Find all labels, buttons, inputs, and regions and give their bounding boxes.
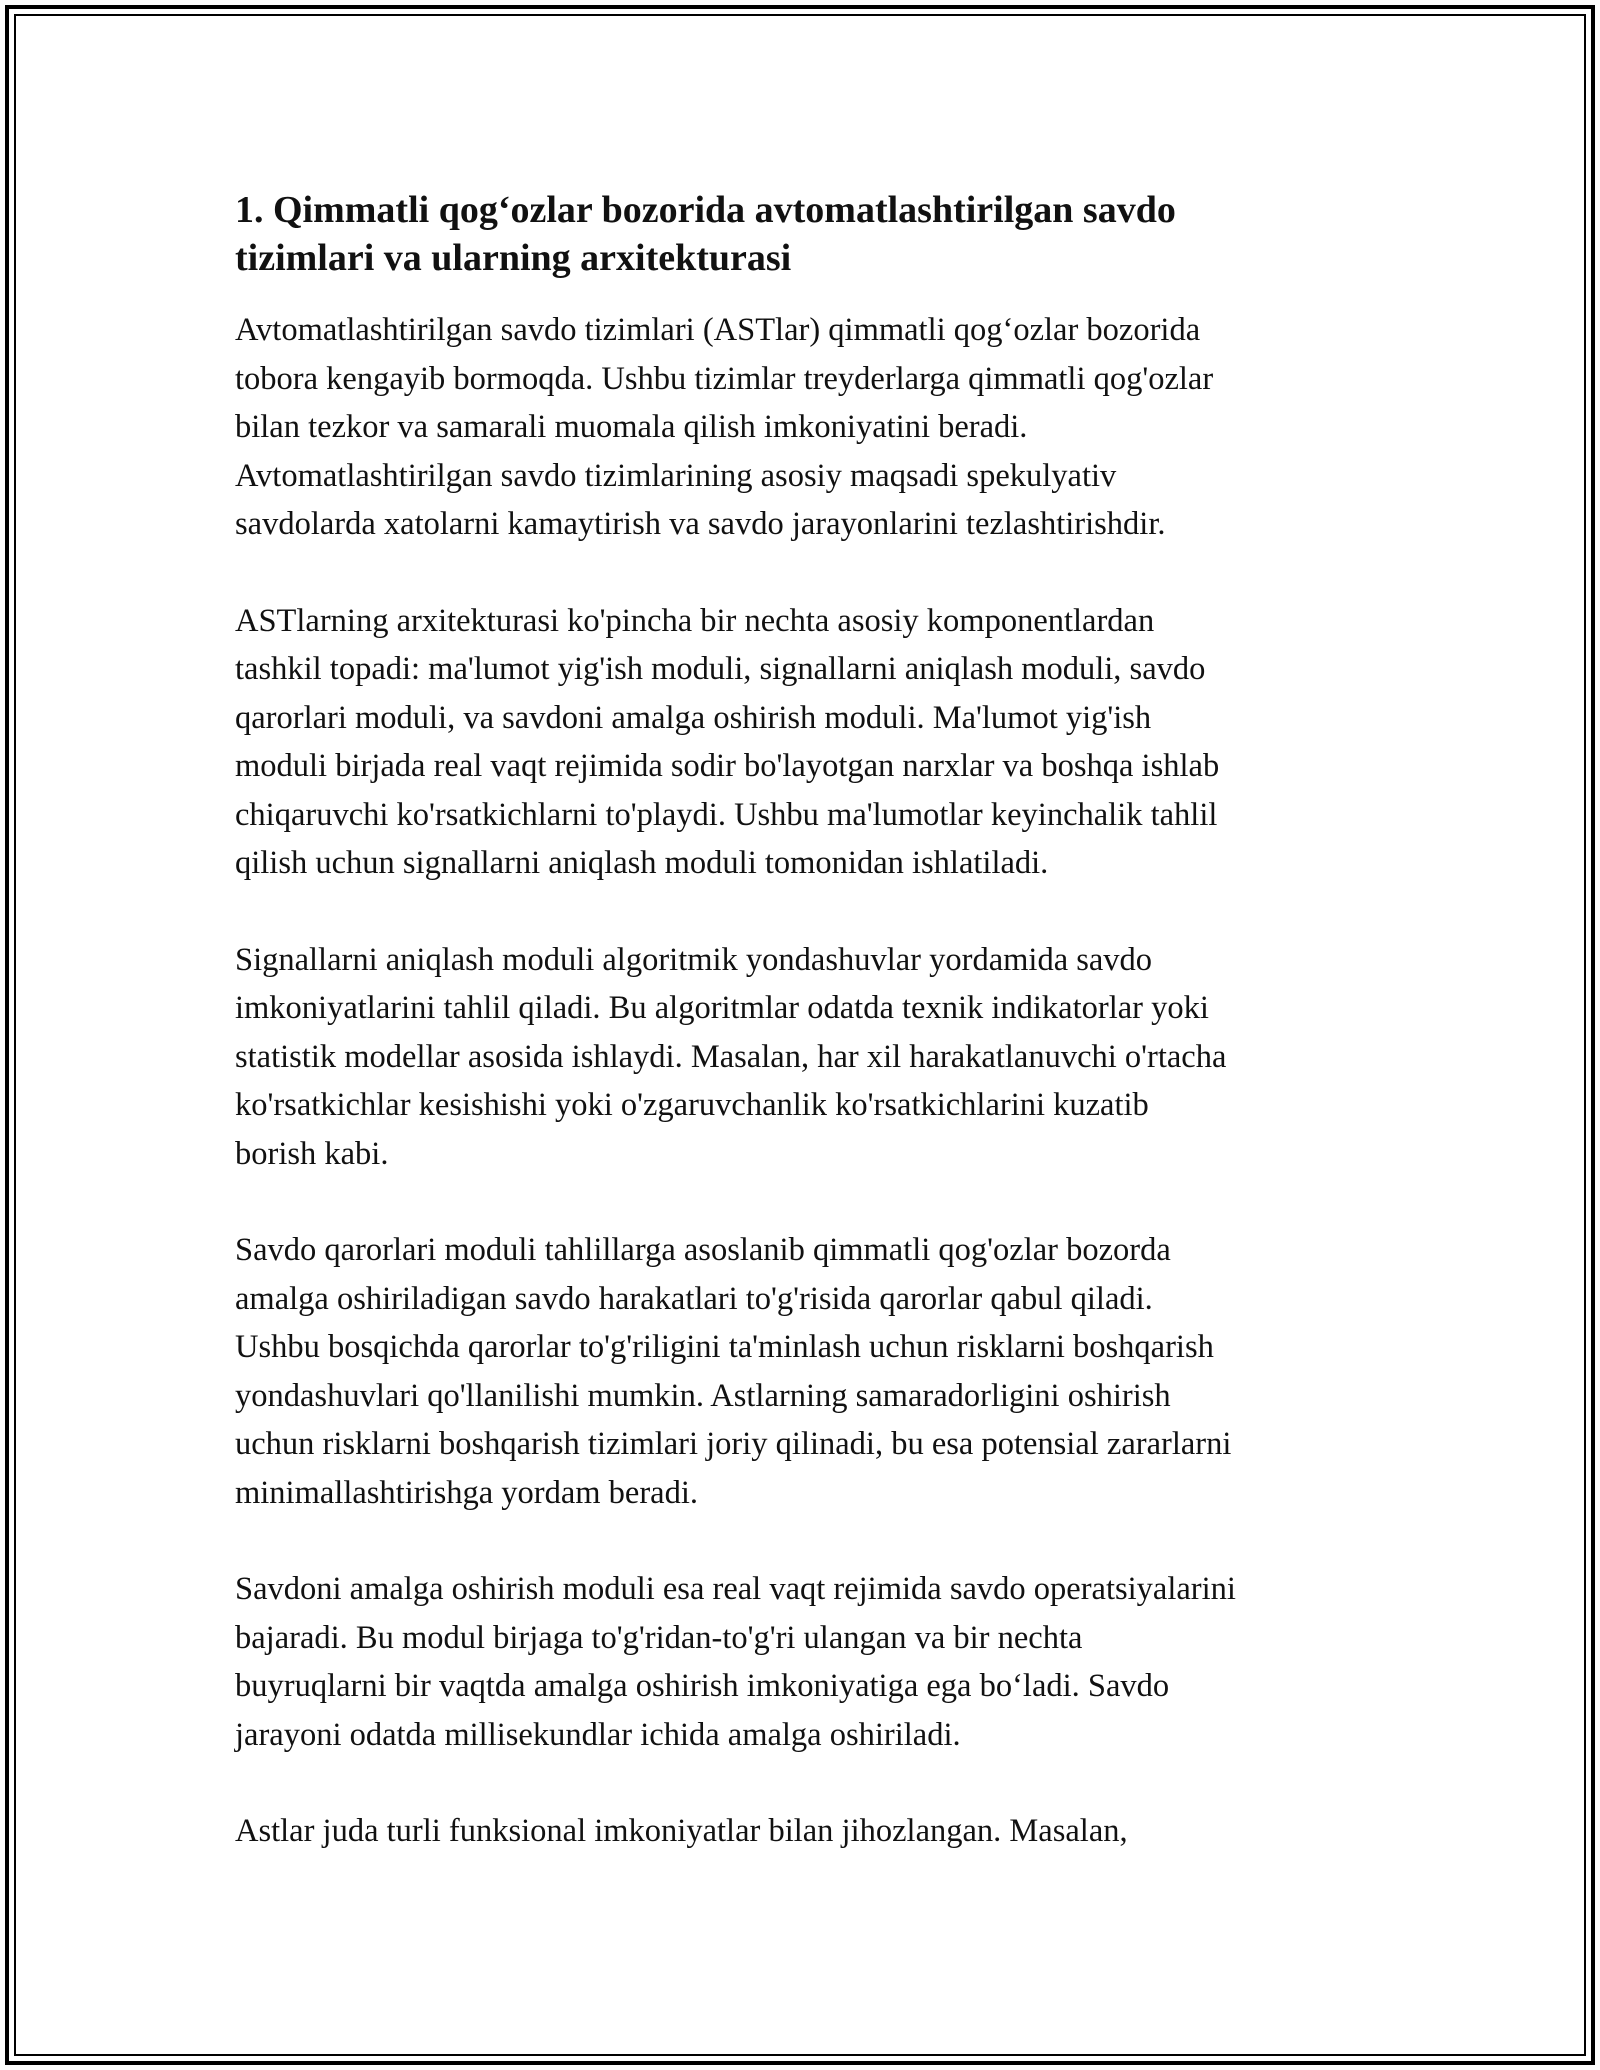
text-line: Savdo qarorlari moduli tahlillarga asoslanib qimmatli qog'ozlar bozorda	[235, 1232, 1171, 1268]
text-line: Signallarni aniqlash moduli algoritmik yondashuvlar yordamida savdo	[235, 941, 1153, 978]
text-line: savdolarda xatolarni kamaytirish va savdo jarayonlarini tezlashtirishdir.	[235, 506, 1166, 542]
text-line: Avtomatlashtirilgan savdo tizimlari (ASTlar) qimmatli qog‘ozlar bozorida	[235, 312, 1201, 348]
text-line: minimallashtirishga yordam beradi.	[235, 1474, 699, 1511]
text-line: Ushbu bosqichda qarorlar to'g'riligini ta'minlash uchun risklarni boshqarish	[235, 1329, 1214, 1365]
text-line: chiqaruvchi ko'rsatkichlarni to'playdi. Ushbu ma'lumotlar keyinchalik tahlil	[235, 796, 1218, 833]
paragraph-architecture	[235, 597, 1385, 888]
text-line: yondashuvlari qo'llanilishi mumkin. Astlarning samaradorligini oshirish	[235, 1377, 1171, 1414]
text-line: Astlar juda turli funksional imkoniyatlar bilan jihozlangan. Masalan,	[235, 1813, 1128, 1849]
section-heading	[235, 186, 1385, 282]
text-line: buyruqlarni bir vaqtda amalga oshirish imkoniyatiga ega bo‘ladi. Savdo	[235, 1668, 1170, 1704]
document-body	[235, 186, 1385, 1904]
text-line: bajaradi. Bu modul birjaga to'g'ridan-to'g'ri ulangan va bir nechta	[235, 1619, 1083, 1656]
text-line: ko'rsatkichlar kesishishi yoki o'zgaruvchanlik ko'rsatkichlarini kuzatib	[235, 1087, 1149, 1123]
heading-line: tizimlari va ularning arxitekturasi	[235, 237, 792, 279]
text-line: imkoniyatlarini tahlil qiladi. Bu algoritmlar odatda texnik indikatorlar yoki	[235, 990, 1209, 1026]
text-line: qilish uchun signallarni aniqlash moduli tomonidan ishlatiladi.	[235, 845, 1049, 881]
text-line: tashkil topadi: ma'lumot yig'ish moduli, signallarni aniqlash moduli, savdo	[235, 651, 1206, 687]
paragraph-decisions	[235, 1226, 1385, 1517]
text-line: ASTlarning arxitekturasi ko'pincha bir nechta asosiy komponentlardan	[235, 602, 1155, 639]
text-line: qarorlari moduli, va savdoni amalga oshirish moduli. Ma'lumot yig'ish	[235, 699, 1152, 736]
paragraph-intro	[235, 306, 1385, 549]
text-line: moduli birjada real vaqt rejimida sodir bo'layotgan narxlar va boshqa ishlab	[235, 748, 1220, 784]
paragraph-functionality	[235, 1807, 1385, 1856]
text-line: Savdoni amalga oshirish moduli esa real vaqt rejimida savdo operatsiyalarini	[235, 1571, 1236, 1607]
text-line: tobora kengayib bormoqda. Ushbu tizimlar treyderlarga qimmatli qog'ozlar	[235, 360, 1214, 397]
text-line: amalga oshiriladigan savdo harakatlari to'g'risida qarorlar qabul qiladi.	[235, 1280, 1153, 1317]
text-line: statistik modellar asosida ishlaydi. Masalan, har xil harakatlanuvchi o'rtacha	[235, 1038, 1227, 1075]
text-line: Avtomatlashtirilgan savdo tizimlarining asosiy maqsadi spekulyativ	[235, 457, 1117, 494]
heading-line: 1. Qimmatli qog‘ozlar bozorida avtomatlashtirilgan savdo	[235, 189, 1176, 231]
text-line: jarayoni odatda millisekundlar ichida amalga oshiriladi.	[235, 1716, 961, 1753]
text-line: uchun risklarni boshqarish tizimlari joriy qilinadi, bu esa potensial zararlarni	[235, 1426, 1232, 1462]
text-line: borish kabi.	[235, 1135, 389, 1172]
paragraph-signals	[235, 936, 1385, 1179]
text-line: bilan tezkor va samarali muomala qilish imkoniyatini beradi.	[235, 409, 1028, 445]
paragraph-execution	[235, 1565, 1385, 1759]
